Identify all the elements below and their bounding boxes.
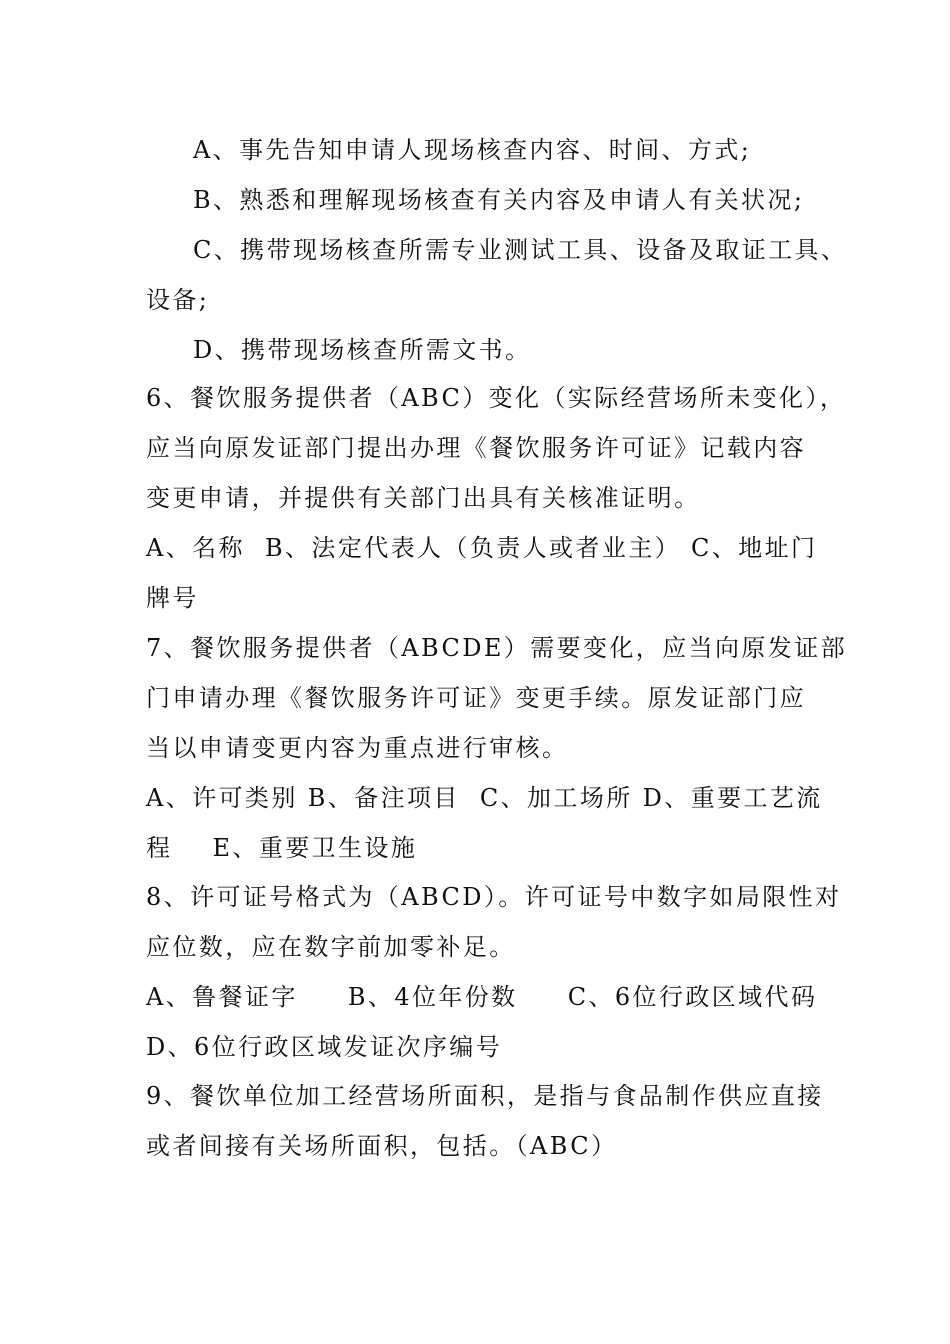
question-7-line-2: 门申请办理《餐饮服务许可证》变更手续。原发证部门应 (146, 684, 806, 712)
question-7-line-3: 当以申请变更内容为重点进行审核。 (146, 734, 569, 762)
option-line-a: A、事先告知申请人现场核查内容、时间、方式; (193, 136, 752, 164)
question-6-line-1: 6、餐饮服务提供者（ABC）变化（实际经营场所未变化）， (146, 384, 847, 412)
question-7-options-continued: 程 E、重要卫生设施 (146, 834, 418, 862)
question-7-options: A、许可类别 B、备注项目 C、加工场所 D、重要工艺流 (146, 784, 823, 812)
question-8-options: A、鲁餐证字 B、4位年份数 C、6位行政区域代码 (146, 983, 818, 1011)
question-9-line-1: 9、餐饮单位加工经营场所面积，是指与食品制作供应直接 (146, 1082, 824, 1110)
question-8-options-continued: D、6位行政区域发证次序编号 (146, 1033, 503, 1061)
question-9-line-2: 或者间接有关场所面积，包括。（ABC） (146, 1132, 618, 1160)
question-6-options: A、名称 B、法定代表人（负责人或者业主） C、地址门 (146, 534, 818, 562)
option-line-d: D、携带现场核查所需文书。 (193, 336, 532, 364)
question-7-line-1: 7、餐饮服务提供者（ABCDE）需要变化，应当向原发证部 (146, 634, 848, 662)
option-line-c: C、携带现场核查所需专业测试工具、设备及取证工具、 (193, 236, 848, 264)
question-6-options-continued: 牌号 (146, 584, 199, 612)
question-8-line-2: 应位数，应在数字前加零补足。 (146, 933, 516, 961)
option-line-b: B、熟悉和理解现场核查有关内容及申请人有关状况; (193, 186, 805, 214)
option-line-c-continued: 设备; (146, 286, 210, 314)
question-8-line-1: 8、许可证号格式为（ABCD）。许可证号中数字如局限性对 (146, 883, 842, 911)
question-6-line-2: 应当向原发证部门提出办理《餐饮服务许可证》记载内容 (146, 434, 806, 462)
question-6-line-3: 变更申请，并提供有关部门出具有关核准证明。 (146, 484, 701, 512)
